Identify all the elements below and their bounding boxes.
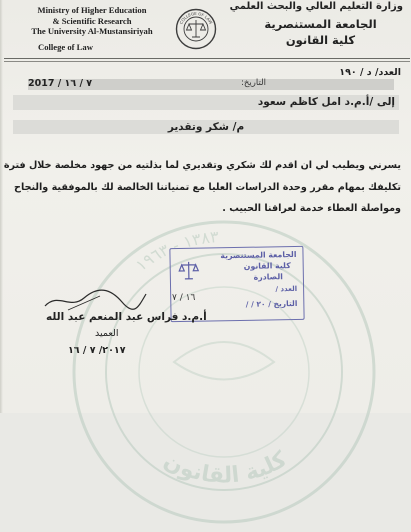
- header-ar-college: كلية القانون: [285, 33, 356, 47]
- date-bar: [28, 79, 394, 90]
- date-value: 2017 / ٧ / ١٦: [28, 78, 93, 89]
- college-seal-logo: [175, 8, 217, 50]
- handwritten-signature: [40, 284, 150, 314]
- signatory-title: العميد: [95, 328, 119, 339]
- page-edge-shadow: [0, 0, 3, 413]
- header-rule-top: [4, 58, 410, 59]
- header-en-college: College of Law: [38, 41, 93, 52]
- reference-number: العدد/ د / ١٩٠: [339, 67, 401, 78]
- header-arabic: [229, 0, 403, 48]
- body-line-2: تكليفك بمهام مقرر وحدة الدراسات العليا مع تمنياتنا الخالصة لك بالموفقية والنجاح: [14, 181, 401, 193]
- scales-of-justice-icon: [177, 259, 201, 283]
- stamp-college: كلية القانون: [243, 261, 291, 271]
- stamp-university: الجامعة المستنصرية: [220, 249, 297, 261]
- header-english: [22, 5, 162, 52]
- seal-ring-text: COLLEGE OF LAW: [178, 10, 214, 25]
- signatory-name: أ.م.د فراس عبد المنعم عبد الله: [46, 311, 207, 323]
- body-line-1: يسرني ويطيب لي ان اقدم لك شكري وتقديري لما بذلتيه من جهود مخلصة خلال فترة: [3, 160, 401, 171]
- letter-body: [3, 155, 401, 220]
- header-ar-university: الجامعة المستنصرية: [264, 17, 377, 31]
- stamp-date-label: التاريخ / ٢٠ / /: [245, 298, 298, 309]
- signature-date: ٢٠١٧/ ٧ / ١٦: [68, 345, 126, 356]
- watermark-year-text: ١٣٨٣ - ١٩٦٣: [131, 227, 220, 275]
- subject-line: م/ شكر وتقدير: [13, 120, 399, 134]
- svg-text:كلية القانون: [160, 447, 292, 489]
- body-line-3: ومواصلة العطاء خدمة لعراقنا الحبيب .: [222, 203, 401, 214]
- header-en-university: The University Al-Mustansiriyah: [31, 26, 153, 37]
- header-rule-bottom: [4, 61, 410, 62]
- stamp-outgoing: الصادرة: [253, 272, 283, 282]
- stamp-number-label: العدد /: [275, 284, 298, 294]
- header-en-research: & Scientific Research: [52, 15, 132, 26]
- header-en-ministry: Ministry of Higher Education: [37, 5, 147, 15]
- stamp-handwritten-date: ١٦ / ٧: [172, 293, 196, 303]
- header-ar-ministry: وزارة التعليم العالي والبحث العلمي: [229, 1, 403, 12]
- recipient-line: إلى /أ.م.د امل كاظم سعود: [13, 95, 399, 110]
- date-label: التاريخ:: [241, 78, 266, 88]
- watermark-ring-text: كلية القانون: [159, 447, 292, 489]
